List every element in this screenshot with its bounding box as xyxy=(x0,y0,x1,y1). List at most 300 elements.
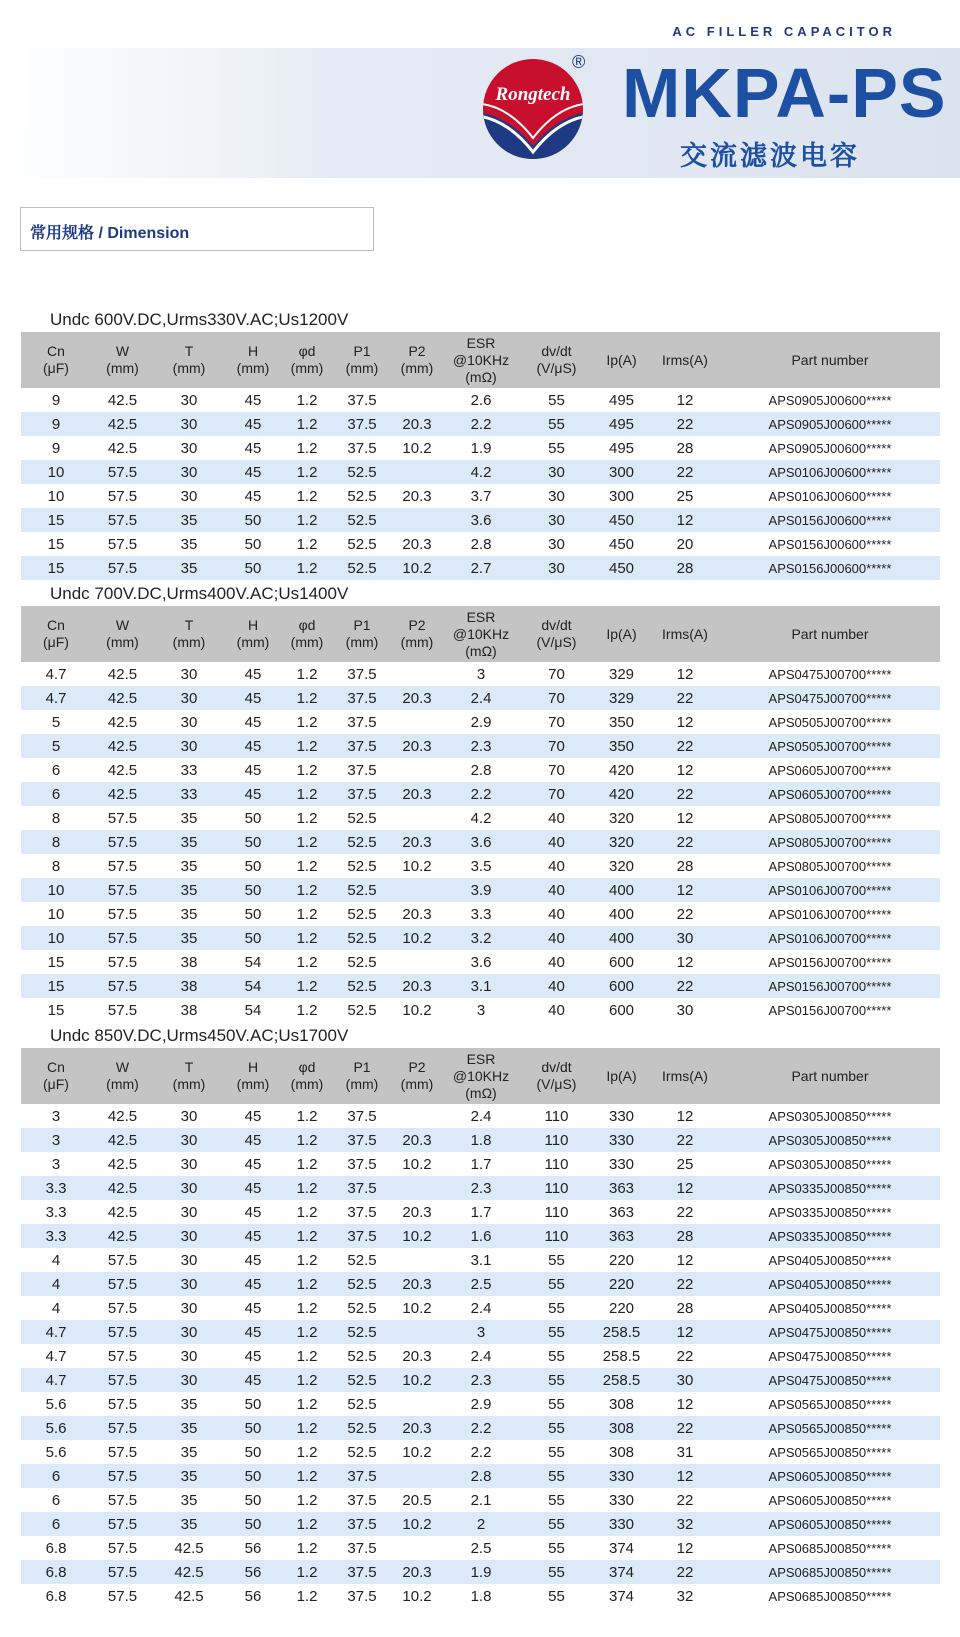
table-cell: 40 xyxy=(548,809,565,827)
table-cell: 45 xyxy=(224,1176,282,1200)
table-cell: 30 xyxy=(180,1347,198,1365)
table-cell: 220 xyxy=(608,1299,635,1317)
table-cell: 45 xyxy=(224,460,282,484)
table-cell: 35 xyxy=(154,1416,224,1440)
table-cell: 12 xyxy=(676,1251,694,1269)
product-subtitle: 交流滤波电容 xyxy=(680,141,860,171)
table-cell: 57.5 xyxy=(107,809,138,827)
table-cell: 37.5 xyxy=(332,782,392,806)
table-cell: 20.3 xyxy=(402,487,432,505)
table-cell: 55 xyxy=(548,1539,565,1557)
column-header xyxy=(332,332,392,388)
table-cell: 1.2 xyxy=(282,926,332,950)
table-cell: 308 xyxy=(608,1443,635,1461)
table-cell: 1.2 xyxy=(282,1464,332,1488)
column-header-line: (mm) xyxy=(172,634,206,650)
table-cell: 22 xyxy=(676,905,694,923)
column-header-line: (mm) xyxy=(290,1076,324,1092)
table-cell xyxy=(392,1176,442,1200)
table-cell: 1.8 xyxy=(442,1128,520,1152)
table-cell: 45 xyxy=(244,487,262,505)
table-cell: 22 xyxy=(650,460,720,484)
table-cell: 2.2 xyxy=(442,782,520,806)
table-cell: 20.3 xyxy=(392,1128,442,1152)
table-cell: 3.6 xyxy=(442,508,520,532)
table-row xyxy=(21,460,940,484)
table-cell: 37.5 xyxy=(332,734,392,758)
table-cell: 30 xyxy=(676,1001,694,1019)
table-cell: 20.3 xyxy=(392,1560,442,1584)
table-cell: 30 xyxy=(180,1251,198,1269)
table-cell: 40 xyxy=(548,953,565,971)
table-cell: 45 xyxy=(244,439,262,457)
table-cell: 42.5 xyxy=(91,1176,154,1200)
table-cell: 40 xyxy=(520,974,593,998)
table-cell: 30 xyxy=(180,1107,198,1125)
table-cell: 33 xyxy=(180,761,198,779)
part-number-cell: APS0106J00600***** xyxy=(720,460,940,484)
table-cell: 10.2 xyxy=(392,1512,442,1536)
column-header-line: (mm) xyxy=(236,634,270,650)
table-cell: 10 xyxy=(21,926,91,950)
table-row xyxy=(21,686,940,710)
part-number-cell: APS0405J00850***** xyxy=(768,1300,892,1316)
column-header xyxy=(21,1048,91,1104)
table-cell: 30 xyxy=(180,713,198,731)
column-header-line: @10KHz xyxy=(452,1067,510,1084)
column-header xyxy=(593,606,650,662)
table-cell: 2.8 xyxy=(470,535,492,553)
table-cell: 8 xyxy=(51,809,61,827)
table-cell: 37.5 xyxy=(347,1539,377,1557)
column-header-line: (mm) xyxy=(345,360,379,376)
table-cell: 22 xyxy=(676,1347,694,1365)
table-cell: 20.3 xyxy=(392,830,442,854)
table-cell: 57.5 xyxy=(107,1001,138,1019)
table-cell: 1.2 xyxy=(282,1176,332,1200)
table-cell: 1.2 xyxy=(296,1347,318,1365)
table-cell: 30 xyxy=(520,460,593,484)
column-header-line: (mΩ) xyxy=(465,1084,497,1101)
table-cell: 42.5 xyxy=(107,1107,138,1125)
column-header-line: Part number xyxy=(791,351,869,368)
column-header-line: φd xyxy=(298,617,316,633)
table-cell: 330 xyxy=(593,1512,650,1536)
table-cell: 1.2 xyxy=(296,665,318,683)
table-cell: 57.5 xyxy=(107,1347,138,1365)
spec-tables xyxy=(21,306,940,1608)
table-cell: 52.5 xyxy=(347,953,377,971)
table-cell: 37.5 xyxy=(347,439,377,457)
table-cell: 10.2 xyxy=(402,1587,432,1605)
table-cell: 4.2 xyxy=(470,809,492,827)
table-cell xyxy=(392,388,442,412)
column-header-line: W xyxy=(115,1059,130,1075)
table-row xyxy=(21,1392,940,1416)
table-cell: 8 xyxy=(21,830,91,854)
dimension-label-box xyxy=(20,207,374,251)
part-number-cell: APS0106J00700***** xyxy=(768,906,892,922)
column-header-line: (mm) xyxy=(400,1076,434,1092)
table-cell: 57.5 xyxy=(91,1512,154,1536)
column-header xyxy=(392,606,442,662)
part-number-cell: APS0405J00850***** xyxy=(720,1272,940,1296)
table-header-row xyxy=(21,1048,940,1104)
table-cell: 495 xyxy=(608,391,635,409)
column-header xyxy=(720,1048,940,1104)
table-cell: 308 xyxy=(608,1395,635,1413)
column-header-line: (mm) xyxy=(400,360,434,376)
table-cell: 1.2 xyxy=(296,761,318,779)
table-cell xyxy=(392,508,442,532)
table-cell xyxy=(392,460,442,484)
table-cell: 35 xyxy=(154,556,224,580)
table-cell: 2 xyxy=(442,1512,520,1536)
table-cell: 55 xyxy=(520,1512,593,1536)
part-number-cell: APS0605J00850***** xyxy=(720,1512,940,1536)
table-cell: 57.5 xyxy=(107,1395,138,1413)
table-row xyxy=(21,1272,940,1296)
table-cell: 52.5 xyxy=(347,1347,377,1365)
table-cell: 52.5 xyxy=(347,1001,377,1019)
table-cell: 10.2 xyxy=(392,1368,442,1392)
column-header-line: (mm) xyxy=(290,634,324,650)
table-cell: 52.5 xyxy=(332,1368,392,1392)
table-cell: 32 xyxy=(676,1587,694,1605)
table-cell xyxy=(392,1536,442,1560)
logo-text: Rongtech xyxy=(495,84,571,105)
table-cell: 52.5 xyxy=(332,556,392,580)
column-header xyxy=(650,606,720,662)
table-cell: 45 xyxy=(224,1224,282,1248)
column-header-line: P2 xyxy=(408,1059,426,1075)
table-cell: 54 xyxy=(244,1001,262,1019)
column-header xyxy=(520,1048,593,1104)
table-cell: 30 xyxy=(520,556,593,580)
table-cell: 6 xyxy=(51,761,61,779)
table-cell: 4.7 xyxy=(21,1368,91,1392)
table-cell: 110 xyxy=(520,1176,593,1200)
table-cell: 600 xyxy=(608,953,635,971)
table-cell: 22 xyxy=(676,1203,694,1221)
part-number-cell: APS0475J00850***** xyxy=(768,1348,892,1364)
table-cell: 10.2 xyxy=(402,1299,432,1317)
table-cell: 70 xyxy=(520,734,593,758)
column-header-line: @10KHz xyxy=(452,625,510,642)
column-header-line: ESR xyxy=(466,1050,496,1067)
table-cell: 42.5 xyxy=(91,782,154,806)
column-header xyxy=(442,606,520,662)
column-header-line: Part number xyxy=(791,1067,869,1084)
table-cell: 9 xyxy=(51,391,61,409)
table-cell: 50 xyxy=(244,1491,262,1509)
table-cell: 22 xyxy=(676,1491,694,1509)
part-number-cell: APS0405J00850***** xyxy=(768,1252,892,1268)
table-cell: 300 xyxy=(608,487,635,505)
column-header xyxy=(332,606,392,662)
column-header xyxy=(282,1048,332,1104)
table-cell: 3 xyxy=(51,1107,61,1125)
table-cell: 12 xyxy=(676,809,694,827)
column-header xyxy=(282,332,332,388)
table-cell: 110 xyxy=(544,1107,569,1125)
table-cell: 5 xyxy=(21,734,91,758)
column-header-line: H xyxy=(247,1059,259,1075)
table-cell: 35 xyxy=(180,809,198,827)
column-header xyxy=(154,332,224,388)
table-cell: 42.5 xyxy=(91,412,154,436)
table-cell: 38 xyxy=(154,974,224,998)
table-cell: 42.5 xyxy=(174,1539,204,1557)
table-cell: 2.2 xyxy=(470,1443,492,1461)
table-cell: 400 xyxy=(608,905,635,923)
column-header xyxy=(720,606,940,662)
table-row xyxy=(21,878,940,902)
table-cell: 50 xyxy=(224,1464,282,1488)
column-header-line: (mm) xyxy=(345,1076,379,1092)
table-cell: 1.6 xyxy=(442,1224,520,1248)
table-cell: 1.9 xyxy=(442,1560,520,1584)
column-header-line: ESR xyxy=(466,608,496,625)
table-cell: 4.7 xyxy=(45,665,67,683)
table-row xyxy=(21,1560,940,1584)
table-cell: 40 xyxy=(548,857,565,875)
table-row xyxy=(21,926,940,950)
table-cell: 363 xyxy=(608,1203,635,1221)
table-cell: 30 xyxy=(154,1176,224,1200)
table-cell: 1.2 xyxy=(296,1491,318,1509)
table-cell: 6 xyxy=(21,1464,91,1488)
table-cell: 1.2 xyxy=(282,830,332,854)
table-cell: 420 xyxy=(608,761,635,779)
part-number-cell: APS0156J00600***** xyxy=(768,536,892,552)
table-cell: 37.5 xyxy=(347,1155,377,1173)
table-cell: 15 xyxy=(21,974,91,998)
table-cell: 20.3 xyxy=(392,974,442,998)
table-cell: 54 xyxy=(224,974,282,998)
table-row xyxy=(21,710,940,734)
table-cell: 3.2 xyxy=(442,926,520,950)
table-cell: 1.7 xyxy=(470,1203,492,1221)
table-cell: 30 xyxy=(154,1320,224,1344)
table-cell: 220 xyxy=(593,1272,650,1296)
table-cell: 35 xyxy=(180,1443,198,1461)
column-header-line: P1 xyxy=(353,1059,371,1075)
section-title: Undc 600V.DC,Urms330V.AC;Us1200V xyxy=(50,310,349,329)
table-cell: 30 xyxy=(548,487,565,505)
table-cell: 12 xyxy=(676,1395,694,1413)
table-cell: 3.3 xyxy=(470,905,492,923)
part-number-cell: APS0106J00700***** xyxy=(720,878,940,902)
table-row xyxy=(21,1224,940,1248)
table-cell: 374 xyxy=(608,1539,635,1557)
table-cell: 45 xyxy=(224,1368,282,1392)
table-cell: 50 xyxy=(224,556,282,580)
table-cell: 55 xyxy=(548,1587,565,1605)
column-header-line: (mΩ) xyxy=(465,642,497,659)
table-cell: 5.6 xyxy=(45,1395,67,1413)
table-cell: 45 xyxy=(224,1320,282,1344)
table-cell: 70 xyxy=(548,665,565,683)
table-cell: 22 xyxy=(650,412,720,436)
table-cell: 42.5 xyxy=(107,713,138,731)
table-cell: 57.5 xyxy=(107,535,138,553)
table-cell: 1.7 xyxy=(470,1155,492,1173)
table-cell: 50 xyxy=(244,905,262,923)
part-number-cell: APS0905J00600***** xyxy=(768,440,892,456)
table-cell: 1.2 xyxy=(296,535,318,553)
column-header xyxy=(520,332,593,388)
table-cell: 450 xyxy=(608,535,635,553)
table-cell: 42.5 xyxy=(91,734,154,758)
column-header xyxy=(21,606,91,662)
table-cell: 37.5 xyxy=(347,761,377,779)
part-number-cell: APS0565J00850***** xyxy=(768,1396,892,1412)
column-header-line: Irms(A) xyxy=(662,1067,708,1084)
part-number-cell: APS0106J00600***** xyxy=(768,488,892,504)
table-cell: 37.5 xyxy=(347,1107,377,1125)
table-cell: 22 xyxy=(650,1416,720,1440)
table-cell: 57.5 xyxy=(107,857,138,875)
table-cell: 50 xyxy=(224,926,282,950)
table-cell: 42.5 xyxy=(154,1560,224,1584)
table-cell: 42.5 xyxy=(91,1224,154,1248)
table-cell xyxy=(392,950,442,974)
table-cell: 374 xyxy=(608,1587,635,1605)
table-cell: 110 xyxy=(544,1203,569,1221)
table-cell: 400 xyxy=(593,878,650,902)
column-header-line: (V/μS) xyxy=(536,634,577,650)
table-cell: 45 xyxy=(244,665,262,683)
table-cell: 15 xyxy=(47,953,65,971)
table-row xyxy=(21,556,940,580)
table-cell: 10.2 xyxy=(392,926,442,950)
table-cell: 20.3 xyxy=(402,1203,432,1221)
table-cell: 52.5 xyxy=(332,1416,392,1440)
table-cell: 50 xyxy=(244,809,262,827)
table-cell: 5.6 xyxy=(45,1443,67,1461)
table-cell: 50 xyxy=(224,1512,282,1536)
table-cell: 22 xyxy=(650,1272,720,1296)
table-cell: 329 xyxy=(593,686,650,710)
table-cell: 45 xyxy=(244,1155,262,1173)
table-cell: 20.3 xyxy=(402,535,432,553)
table-cell: 45 xyxy=(244,713,262,731)
table-cell: 2.5 xyxy=(442,1272,520,1296)
table-cell: 57.5 xyxy=(91,556,154,580)
column-header xyxy=(154,1048,224,1104)
table-cell: 110 xyxy=(520,1224,593,1248)
table-cell: 1.2 xyxy=(282,1368,332,1392)
table-cell: 32 xyxy=(650,1512,720,1536)
table-cell: 70 xyxy=(548,761,565,779)
table-cell: 1.2 xyxy=(282,782,332,806)
table-cell: 300 xyxy=(593,460,650,484)
table-cell: 258.5 xyxy=(602,1347,641,1365)
table-cell: 1.2 xyxy=(296,1587,318,1605)
table-cell: 35 xyxy=(180,535,198,553)
table-cell: 57.5 xyxy=(91,508,154,532)
table-cell: 10.2 xyxy=(392,556,442,580)
table-cell: 57.5 xyxy=(91,1464,154,1488)
table-cell: 57.5 xyxy=(91,974,154,998)
table-cell: 52.5 xyxy=(347,905,377,923)
table-cell: 12 xyxy=(676,713,694,731)
table-cell: 28 xyxy=(676,1299,694,1317)
table-cell: 20.3 xyxy=(392,1416,442,1440)
table-cell: 42.5 xyxy=(107,1203,138,1221)
column-header-line: (mm) xyxy=(106,634,139,650)
table-cell: 37.5 xyxy=(332,686,392,710)
table-cell: 4.7 xyxy=(21,686,91,710)
table-cell: 45 xyxy=(224,686,282,710)
part-number-cell: APS0685J00850***** xyxy=(768,1588,892,1604)
table-cell xyxy=(392,758,442,782)
table-cell: 55 xyxy=(548,1443,565,1461)
table-cell: 28 xyxy=(650,556,720,580)
table-cell: 42.5 xyxy=(107,391,138,409)
table-cell: 50 xyxy=(244,1395,262,1413)
table-cell: 1.2 xyxy=(296,1001,318,1019)
table-cell: 57.5 xyxy=(107,1587,138,1605)
column-header-line: W xyxy=(115,617,130,633)
table-cell: 52.5 xyxy=(347,535,377,553)
table-cell: 220 xyxy=(608,1251,635,1269)
column-header xyxy=(520,606,593,662)
table-cell: 55 xyxy=(520,1272,593,1296)
table-cell: 1.2 xyxy=(296,809,318,827)
table-cell: 12 xyxy=(650,1176,720,1200)
table-cell: 57.5 xyxy=(107,1491,138,1509)
table-cell: 6.8 xyxy=(45,1539,67,1557)
table-row xyxy=(21,998,940,1022)
table-cell: 45 xyxy=(244,1347,262,1365)
table-row xyxy=(21,1152,940,1176)
table-cell: 1.2 xyxy=(296,391,318,409)
part-number-cell: APS0335J00850***** xyxy=(720,1224,940,1248)
section-title: Undc 850V.DC,Urms450V.AC;Us1700V xyxy=(50,1026,349,1045)
table-cell: 2.1 xyxy=(470,1491,492,1509)
table-cell: 3 xyxy=(51,1155,61,1173)
table-cell: 258.5 xyxy=(593,1368,650,1392)
table-cell: 350 xyxy=(608,713,635,731)
table-cell: 2.4 xyxy=(470,1299,492,1317)
table-cell: 45 xyxy=(224,1128,282,1152)
table-cell: 12 xyxy=(650,878,720,902)
table-cell: 12 xyxy=(650,1320,720,1344)
table-cell: 38 xyxy=(180,1001,198,1019)
column-header-line: (mΩ) xyxy=(465,368,497,385)
table-cell: 70 xyxy=(520,782,593,806)
table-cell: 30 xyxy=(180,391,198,409)
table-cell: 10 xyxy=(47,905,65,923)
table-cell: 20.3 xyxy=(402,1347,432,1365)
table-cell: 2.4 xyxy=(442,686,520,710)
table-cell: 20.3 xyxy=(392,734,442,758)
table-cell: 30 xyxy=(650,926,720,950)
table-row xyxy=(21,436,940,460)
table-cell: 2.3 xyxy=(442,734,520,758)
table-cell: 30 xyxy=(180,665,198,683)
table-row xyxy=(21,1512,940,1536)
table-cell: 1.2 xyxy=(296,713,318,731)
table-cell: 2.8 xyxy=(470,761,492,779)
column-header xyxy=(442,332,520,388)
table-row xyxy=(21,1344,940,1368)
table-cell: 25 xyxy=(676,1155,694,1173)
table-cell: 37.5 xyxy=(332,412,392,436)
column-header-line: φd xyxy=(298,1059,316,1075)
